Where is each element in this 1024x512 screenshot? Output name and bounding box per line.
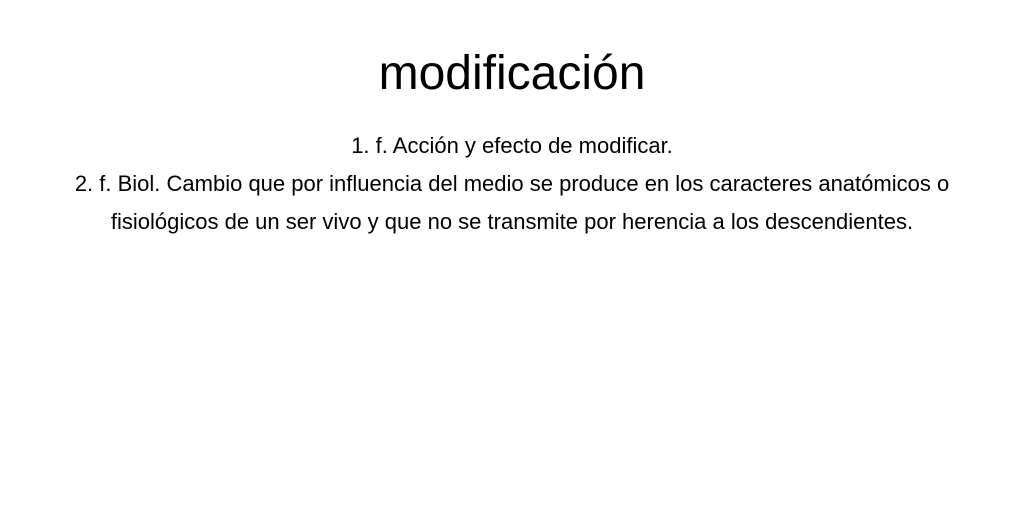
sense-1: 1. f. Acción y efecto de modificar. (351, 133, 673, 158)
sense-2: 2. f. Biol. Cambio que por influencia del medio se produce en los caracteres anatómicos o fisiológicos de un ser vivo y que no se transmite por herencia a los descendientes. (74, 171, 950, 234)
definition-list (72, 127, 952, 241)
headword-title: modificación (378, 47, 646, 100)
